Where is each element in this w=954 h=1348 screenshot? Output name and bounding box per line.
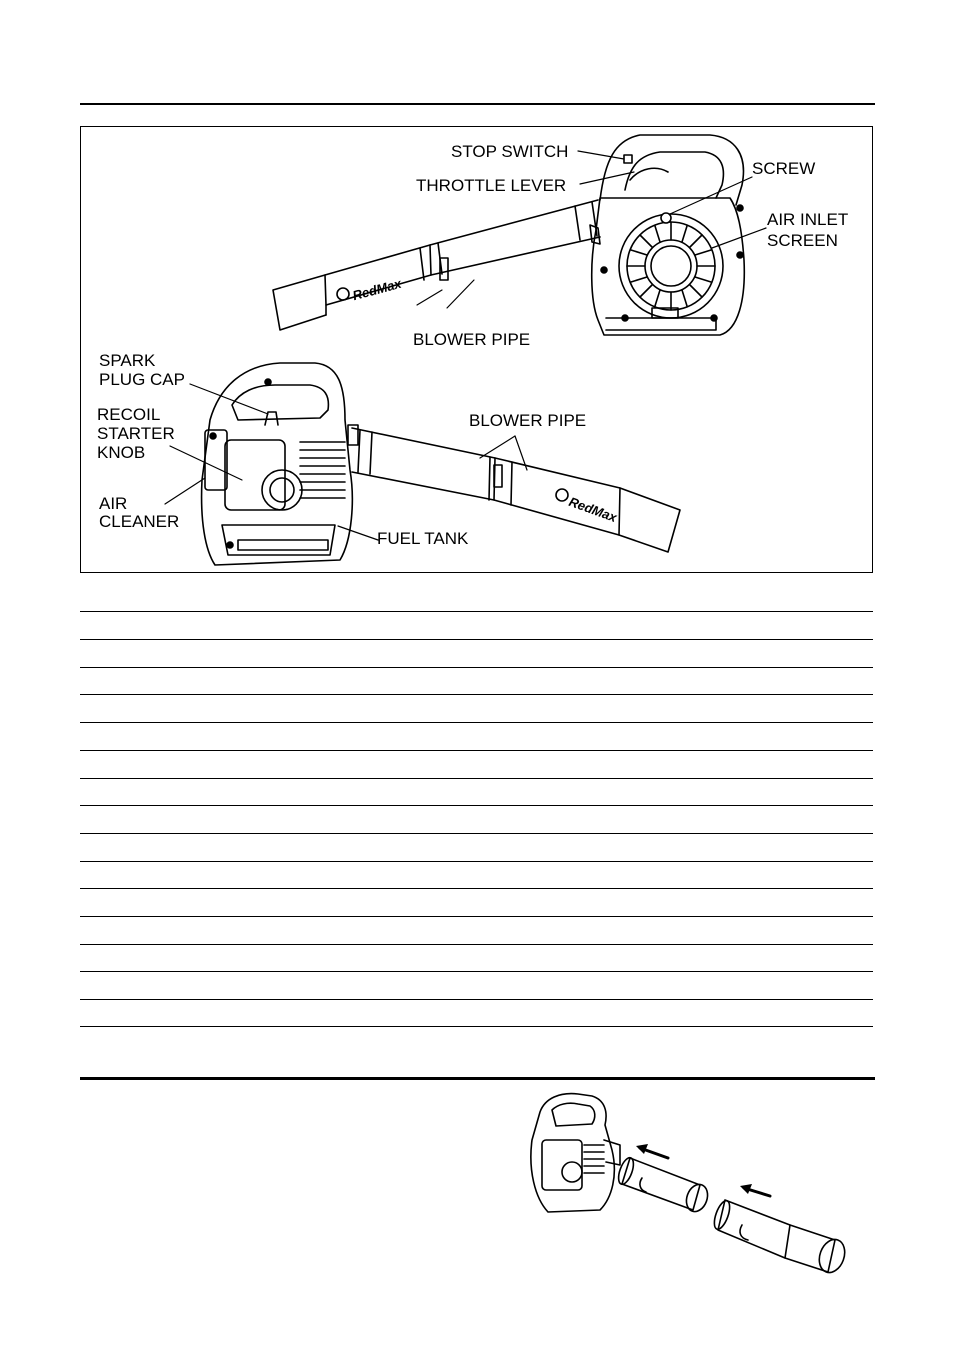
table-row-line bbox=[80, 888, 873, 889]
top-blower-housing bbox=[592, 135, 745, 335]
table-row-line bbox=[80, 916, 873, 917]
table-row-line bbox=[80, 999, 873, 1000]
table-row-line bbox=[80, 639, 873, 640]
table-row-line bbox=[80, 1026, 873, 1027]
table-row-line bbox=[80, 750, 873, 751]
table-row-line bbox=[80, 778, 873, 779]
label-recoil-starter-knob-line1: RECOIL bbox=[97, 405, 161, 424]
table-row-line bbox=[80, 861, 873, 862]
label-throttle-lever: THROTTLE LEVER bbox=[416, 176, 567, 195]
label-air-cleaner-line1: AIR bbox=[99, 494, 128, 513]
label-air-inlet-screen-line2: SCREEN bbox=[767, 231, 838, 250]
brand-logo-top-pipe: RedMax bbox=[350, 275, 403, 304]
label-fuel-tank: FUEL TANK bbox=[377, 529, 469, 548]
brand-logo-bottom-pipe: RedMax bbox=[566, 493, 619, 526]
top-blower-pipe bbox=[273, 200, 600, 330]
table-row-line bbox=[80, 944, 873, 945]
bottom-blower-housing bbox=[202, 363, 353, 565]
table-row-line bbox=[80, 833, 873, 834]
label-blower-pipe-top: BLOWER PIPE bbox=[413, 330, 531, 349]
label-recoil-starter-knob-line3: KNOB bbox=[97, 443, 146, 462]
label-stop-switch: STOP SWITCH bbox=[451, 142, 569, 161]
label-blower-pipe-bottom: BLOWER PIPE bbox=[469, 411, 587, 430]
label-spark-plug-cap-line1: SPARK bbox=[99, 351, 156, 370]
label-recoil-starter-knob-line2: STARTER bbox=[97, 424, 175, 443]
label-screw: SCREW bbox=[752, 159, 816, 178]
label-air-inlet-screen-line1: AIR INLET bbox=[767, 210, 849, 229]
table-row-line bbox=[80, 805, 873, 806]
table-row-line bbox=[80, 722, 873, 723]
label-spark-plug-cap-line2: PLUG CAP bbox=[99, 370, 185, 389]
pipe-installation-illustration bbox=[531, 1094, 849, 1276]
table-row-line bbox=[80, 971, 873, 972]
label-air-cleaner-line2: CLEANER bbox=[99, 512, 180, 531]
section-rule bbox=[80, 1077, 875, 1080]
table-row-line bbox=[80, 694, 873, 695]
table-row-line bbox=[80, 667, 873, 668]
table-row-line bbox=[80, 611, 873, 612]
